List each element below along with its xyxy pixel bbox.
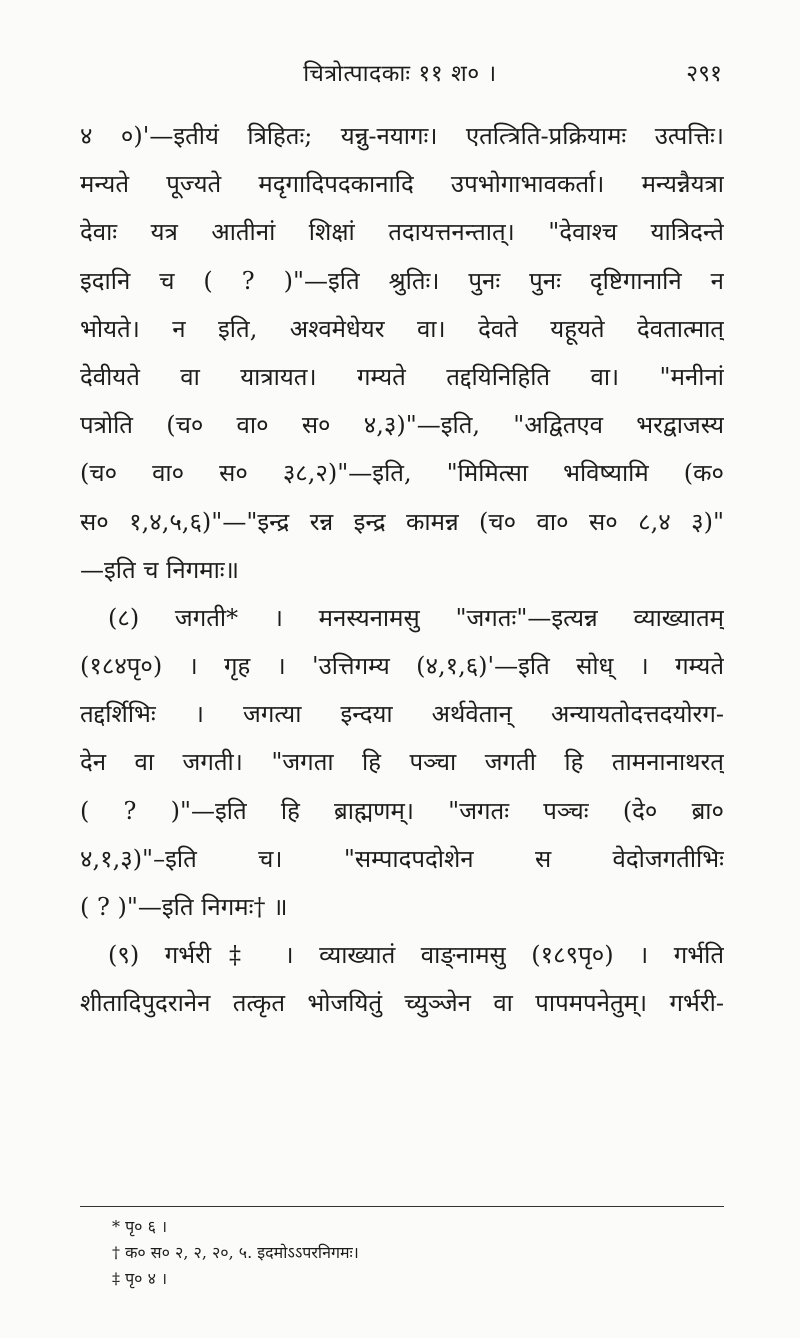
footnote: † क० स० २, २, २०, ५. इदमोऽऽपरनिगमः।: [112, 1243, 359, 1262]
text-line: (९) गर्भरी‡ । व्याख्यातं वाङ्नामसु (१८९पृ०) । गर्भति: [108, 941, 724, 970]
text-line: भोयते। न इति, अश्वमेधेयर वा। देवते यहूयते देवतात्मात्: [80, 314, 724, 343]
text-line: मन्यते पूज्यते मदृगादिपदकानादि उपभोगाभावकर्ता। मन्यन्नैयत्रा: [80, 170, 724, 199]
text-line: ४,१,३)"–इति च। "सम्पादपदोशेन स वेदोजगतीभिः: [80, 844, 724, 873]
footnotes: [112, 1214, 712, 1292]
page-number: २९१: [686, 61, 722, 87]
footnote: ‡ पृ० ४ ।: [112, 1269, 168, 1288]
running-title: चित्रोत्पादकाः ११ श० ।: [303, 61, 497, 87]
text-line: पत्रोति (च० वा० स० ४,३)"—इति, "अद्वितएव भरद्वाजस्य: [80, 411, 724, 440]
text-line: —इति च निगमाः॥: [80, 555, 240, 584]
text-line: (८) जगती* । मनस्यनामसु "जगतः"—इत्यन्न व्याख्यातम्: [108, 603, 724, 632]
text-line: तद्दर्शिभिः । जगत्या इन्दया अर्थवेतान् अन्यायतोदत्तदयोरग-: [80, 700, 724, 729]
text-line: देवीयते वा यात्रायत। गम्यते तद्दयिनिहिति वा। "मनीनां: [80, 362, 724, 391]
text-line: शीतादिपुदरानेन तत्कृत भोजयितुं च्युञ्जेन वा पापमपनेतुम्। गर्भरी-: [80, 989, 724, 1018]
text-line: ४ ०)'—इतीयं त्रिहितः; यन्नु-नयागः। एतत्त्रिति-प्रक्रियामः उत्पत्तिः।: [80, 122, 724, 150]
text-line: ( ? )"—इति हि ब्राह्मणम्। "जगतः पञ्चः (दे० ब्रा०: [80, 796, 724, 825]
text-line: ( ? )"—इति निगमः† ॥: [80, 893, 288, 921]
running-head: [0, 52, 800, 92]
body-text: [80, 112, 724, 1028]
text-line: देवाः यत्र आतीनां शिक्षां तदायत्तनन्तात्। "देवाश्च यात्रिदन्ते: [80, 218, 724, 247]
text-line: स० १,४,५,६)"—"इन्द्र रन्न इन्द्र कामन्न (च० वा० स० ८,४ ३)": [80, 507, 724, 536]
footnote-divider: [80, 1206, 724, 1207]
text-line: (च० वा० स० ३८,२)"—इति, "मिमित्सा भविष्यामि (क०: [80, 459, 724, 488]
text-line: इदानि च ( ? )"—इति श्रुतिः। पुनः पुनः दृष्टिगानानि न: [80, 266, 724, 295]
footnote: * पृ० ६ ।: [112, 1217, 168, 1236]
text-line: देन वा जगती। "जगता हि पञ्चा जगती हि तामनानाथरत्: [80, 748, 724, 777]
text-line: (१८४पृ०) । गृह । 'उत्तिगम्य (४,१,६)'—इति सोध् । गम्यते: [80, 652, 724, 681]
